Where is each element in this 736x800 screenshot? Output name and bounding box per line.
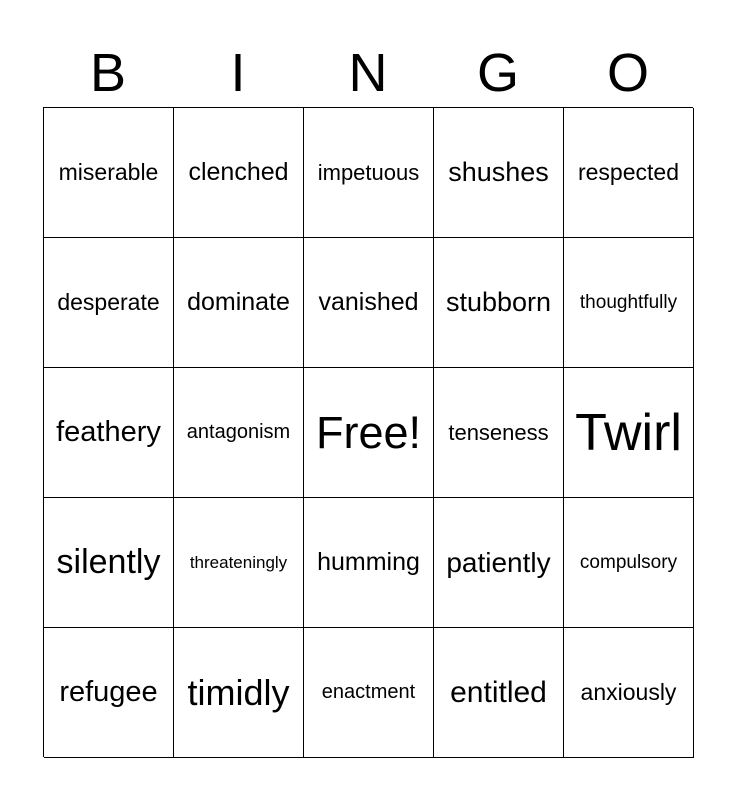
bingo-cell[interactable] bbox=[564, 238, 694, 368]
bingo-cell[interactable] bbox=[434, 498, 564, 628]
bingo-cell[interactable] bbox=[174, 238, 304, 368]
bingo-cell-word: compulsory bbox=[579, 551, 678, 573]
bingo-cell-word: antagonism bbox=[186, 421, 291, 443]
bingo-cell-word: miserable bbox=[58, 159, 159, 185]
bingo-cell-word: anxiously bbox=[580, 679, 677, 705]
bingo-cell-word: stubborn bbox=[445, 287, 552, 317]
bingo-cell-word: entitled bbox=[450, 675, 547, 709]
bingo-cell[interactable] bbox=[174, 368, 304, 498]
bingo-cell[interactable] bbox=[304, 368, 434, 498]
header-letter-o: O bbox=[606, 43, 649, 103]
bingo-cell-word: vanished bbox=[318, 288, 419, 316]
bingo-cell-word: patiently bbox=[446, 546, 551, 578]
bingo-cell[interactable] bbox=[434, 628, 564, 758]
bingo-cell-word: Twirl bbox=[575, 403, 682, 462]
bingo-cell-word: enactment bbox=[321, 681, 416, 703]
bingo-cell[interactable] bbox=[304, 238, 434, 368]
bingo-cell[interactable] bbox=[434, 108, 564, 238]
bingo-cell[interactable] bbox=[304, 498, 434, 628]
bingo-cell[interactable] bbox=[304, 628, 434, 758]
header-letter-b: B bbox=[89, 43, 127, 103]
bingo-cell[interactable] bbox=[44, 498, 174, 628]
bingo-cell-word: feathery bbox=[56, 416, 161, 448]
bingo-header bbox=[43, 40, 693, 106]
bingo-cell[interactable] bbox=[44, 108, 174, 238]
bingo-cell[interactable] bbox=[564, 368, 694, 498]
bingo-cell[interactable] bbox=[174, 628, 304, 758]
bingo-cell[interactable] bbox=[44, 628, 174, 758]
header-letter-g: G bbox=[476, 43, 519, 103]
bingo-cell-word: dominate bbox=[187, 288, 290, 316]
bingo-cell[interactable] bbox=[44, 368, 174, 498]
bingo-cell[interactable] bbox=[434, 238, 564, 368]
bingo-cell-word: respected bbox=[577, 159, 679, 185]
bingo-cell-word: Free! bbox=[315, 406, 422, 458]
bingo-cell-word: clenched bbox=[188, 158, 289, 186]
bingo-cell[interactable] bbox=[564, 498, 694, 628]
bingo-cell[interactable] bbox=[434, 368, 564, 498]
bingo-cell[interactable] bbox=[44, 238, 174, 368]
bingo-cell-word: threateningly bbox=[189, 552, 288, 572]
header-letter-i: I bbox=[230, 43, 246, 103]
bingo-cell[interactable] bbox=[564, 628, 694, 758]
header-letter-n: N bbox=[348, 43, 388, 103]
bingo-cell[interactable] bbox=[174, 108, 304, 238]
bingo-cell-word: desperate bbox=[57, 289, 160, 315]
bingo-cell-word: humming bbox=[317, 548, 420, 576]
bingo-cell[interactable] bbox=[304, 108, 434, 238]
bingo-board bbox=[43, 107, 693, 757]
bingo-cell-word: tenseness bbox=[448, 419, 549, 445]
bingo-cell[interactable] bbox=[564, 108, 694, 238]
bingo-cell-word: timidly bbox=[187, 671, 290, 713]
bingo-cell-word: thoughtfully bbox=[579, 291, 678, 313]
bingo-cell-word: refugee bbox=[59, 676, 158, 708]
bingo-cell[interactable] bbox=[174, 498, 304, 628]
bingo-cell-word: impetuous bbox=[317, 159, 420, 185]
bingo-cell-word: shushes bbox=[448, 157, 549, 187]
bingo-cell-word: silently bbox=[56, 543, 161, 581]
